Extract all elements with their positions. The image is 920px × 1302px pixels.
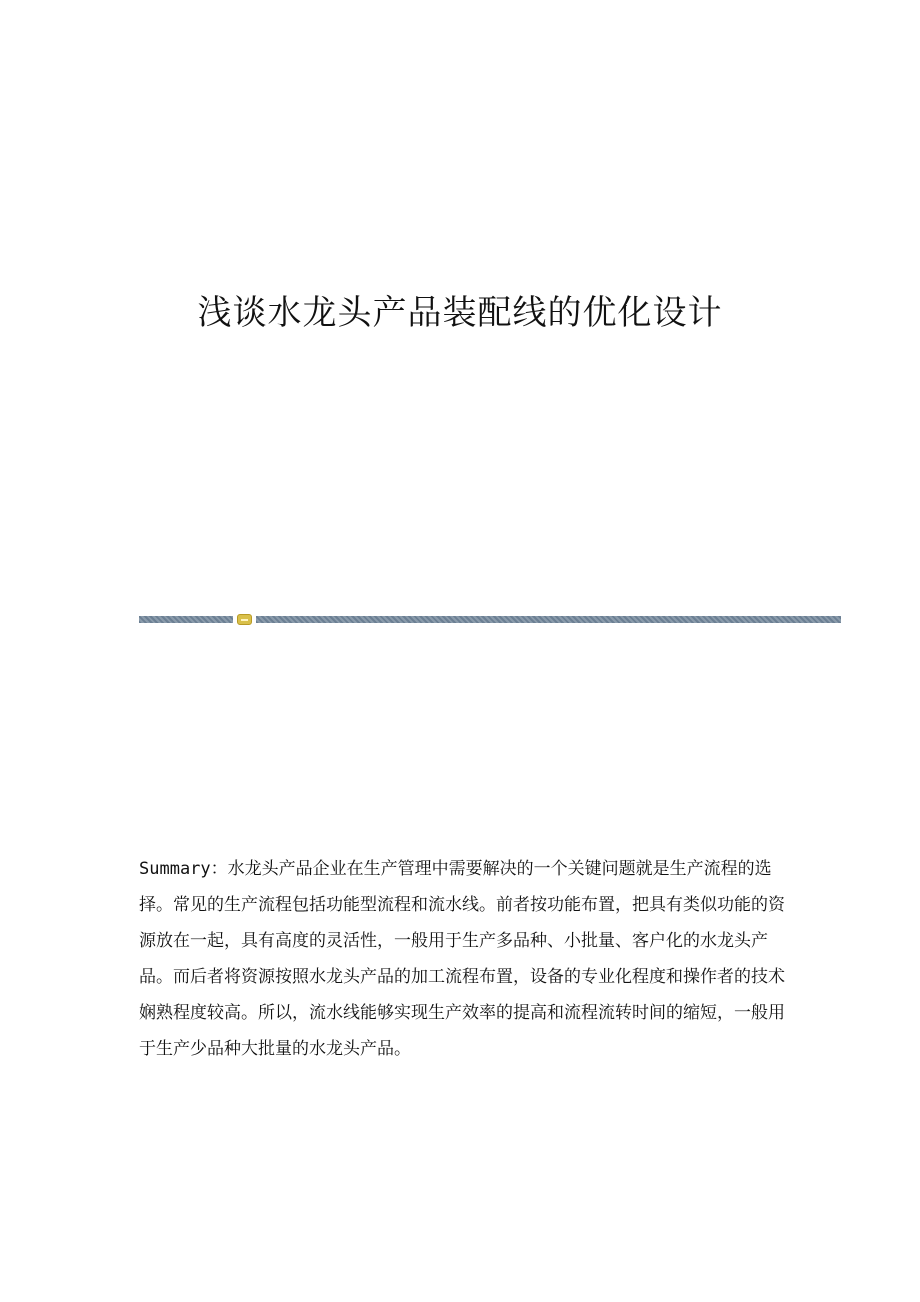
summary-label: Summary： <box>139 859 228 879</box>
divider-bar-right <box>256 616 841 623</box>
document-title: 浅谈水龙头产品装配线的优化设计 <box>197 292 723 333</box>
summary-text: 水龙头产品企业在生产管理中需要解决的一个关键问题就是生产流程的选择。常见的生产流程包括功能型流程和流水线。前者按功能布置，把具有类似功能的资源放在一起，具有高度的灵活性，一般用于生产多品种、小批量、客户化的水龙头产品。而后者将资源按照水龙头产品的加工流程布置，设备的专业化程度和操作者的技术娴熟程度较高。所以，流水线能够实现生产效率的提高和流程流转时间的缩短，一般用于生产少品种大批量的水龙头产品。 <box>139 859 785 1059</box>
divider-bar-left <box>139 616 233 623</box>
divider-ornament-icon <box>237 614 252 625</box>
section-divider <box>139 614 841 626</box>
summary-paragraph <box>139 851 789 1067</box>
